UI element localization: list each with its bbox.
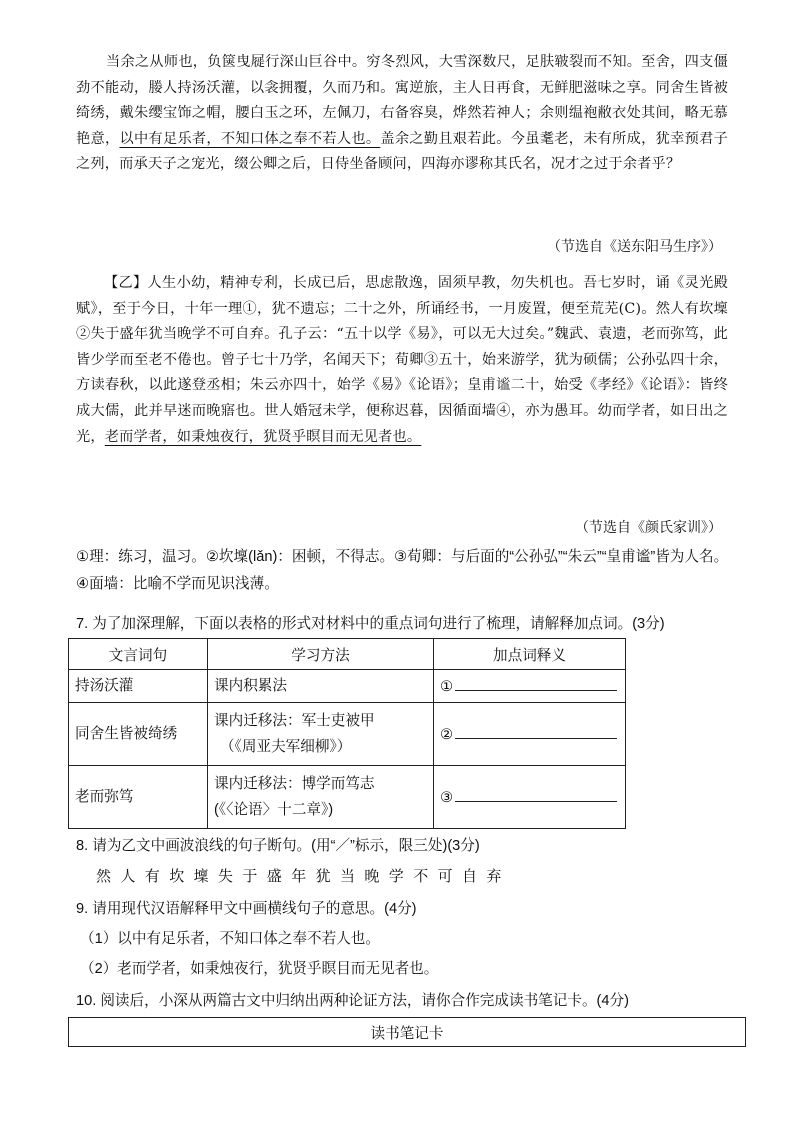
answer-blank[interactable]	[455, 720, 617, 739]
passage-jia-text-2: 盖余之勤且艰若此。今虽耄老，未有所成，犹幸预君子之列，而承天子之宠光，缀公卿之后，日侍坐备顾问，四海亦谬称其氏名，况才之过于余者乎？	[76, 130, 728, 173]
table-cell-method	[208, 670, 434, 703]
table-cell-answer[interactable]	[434, 670, 626, 703]
method-text: 课内迁移法：军士吏被甲	[214, 713, 375, 729]
table-header: 文言词句	[69, 639, 208, 670]
question-8-prompt: 8. 请为乙文中画波浪线的句子断句。(用“／”标示，限三处)(3分)	[76, 838, 480, 854]
passage-yi-label: 【乙】	[104, 275, 148, 291]
passage-jia	[76, 50, 728, 178]
question-7-prompt: 7. 为了加深理解，下面以表格的形式对材料中的重点词句进行了梳理，请解释加点词。(3分)	[76, 616, 665, 632]
method-text: 课内积累法	[214, 678, 287, 694]
table-header-row	[69, 639, 626, 670]
passage-jia-underlined-sentence: 以中有足乐者，不知口体之奉不若人也。	[119, 130, 381, 147]
answer-number: ②	[440, 727, 454, 743]
question-7-table	[68, 638, 626, 829]
table-cell-answer[interactable]	[434, 703, 626, 766]
table-cell-phrase: 持汤沃灌	[69, 670, 208, 703]
table-cell-phrase: 同舍生皆被绮绣	[69, 703, 208, 766]
annotations: ①理：练习，温习。②坎壈(lǎn)：困顿，不得志。③荀卿：与后面的“公孙弘”“朱云”“皇甫谧”皆为人名。④面墙：比喻不学而见识浅薄。	[76, 549, 729, 592]
question-9-item-2: （2）老而学者，如秉烛夜行，犹贤乎瞑目而无见者也。	[80, 961, 439, 977]
table-header: 加点词释义	[434, 639, 626, 670]
passage-yi	[76, 271, 728, 450]
question-9-item-1: （1）以中有足乐者，不知口体之奉不若人也。	[80, 931, 380, 947]
table-header: 学习方法	[208, 639, 434, 670]
answer-number: ①	[440, 679, 454, 695]
method-source: （《周亚夫军细柳》）	[220, 739, 352, 755]
passage-jia-text-1: 当余之从师也，负箧曳屣行深山巨谷中。穷冬烈风，大雪深数尺，足肤皲裂而不知。至舍，四支僵劲不能动，媵人持汤沃灌，以衾拥覆，久而乃和。寓逆旅，主人日再食，无鲜肥滋味之享。同舍生皆被绮绣，戴朱缨宝饰之帽，腰白玉之环，左佩刀，右备容臭，烨然若神人；余则缊袍敝衣处其间，略无慕艳意，	[76, 54, 728, 147]
passage-yi-source: （节选自《颜氏家训》）	[575, 520, 722, 536]
question-10-prompt: 10. 阅读后，小深从两篇古文中归纳出两种论证方法，请你合作完成读书笔记卡。(4分)	[76, 993, 629, 1009]
passage-yi-underlined-sentence: 老而学者，如秉烛夜行，犹贤乎瞑目而无见者也。	[104, 428, 422, 445]
table-cell-method	[208, 703, 434, 766]
method-source: (《〈论语〉十二章》)	[214, 802, 334, 818]
table-cell-answer[interactable]	[434, 766, 626, 829]
method-text: 课内迁移法：博学而笃志	[214, 776, 375, 792]
table-row	[69, 703, 626, 766]
table-cell-phrase: 老而弥笃	[69, 766, 208, 829]
answer-blank[interactable]	[455, 783, 617, 802]
table-row	[69, 766, 626, 829]
table-row	[69, 670, 626, 703]
answer-blank[interactable]	[455, 672, 617, 691]
answer-number: ③	[440, 790, 454, 806]
table-cell-method	[208, 766, 434, 829]
question-9-prompt: 9. 请用现代汉语解释甲文中画横线句子的意思。(4分)	[76, 901, 417, 917]
reading-note-card-title: 读书笔记卡	[68, 1017, 746, 1047]
question-8-sentence: 然人有坎壈失于盛年犹当晚学不可自弃	[96, 867, 511, 885]
passage-jia-source: （节选自《送东阳马生序》）	[547, 239, 722, 255]
passage-yi-text: 人生小幼，精神专利，长成已后，思虑散逸，固须早教，勿失机也。吾七岁时，诵《灵光殿赋》，至于今日，十年一理①，犹不遗忘；二十之外，所诵经书，一月废置，便至荒芜(C)。然人有坎壈②失于盛年犹当晚学不可自弃。孔子云：“五十以学《易》，可以无大过矣。”魏武、袁遗，老而弥笃，此皆少学而至老不倦也。曾子七十乃学，名闻天下；荀卿③五十，始来游学，犹为硕儒；公孙弘四十余，方读春秋，以此遂登丞相；朱云亦四十，始学《易》《论语》；皇甫谧二十，始受《孝经》《论语》：皆终成大儒，此并早迷而晚寤也。世人婚冠未学，便称迟暮，因循面墙④，亦为愚耳。幼而学者，如日出之光，	[76, 275, 728, 445]
